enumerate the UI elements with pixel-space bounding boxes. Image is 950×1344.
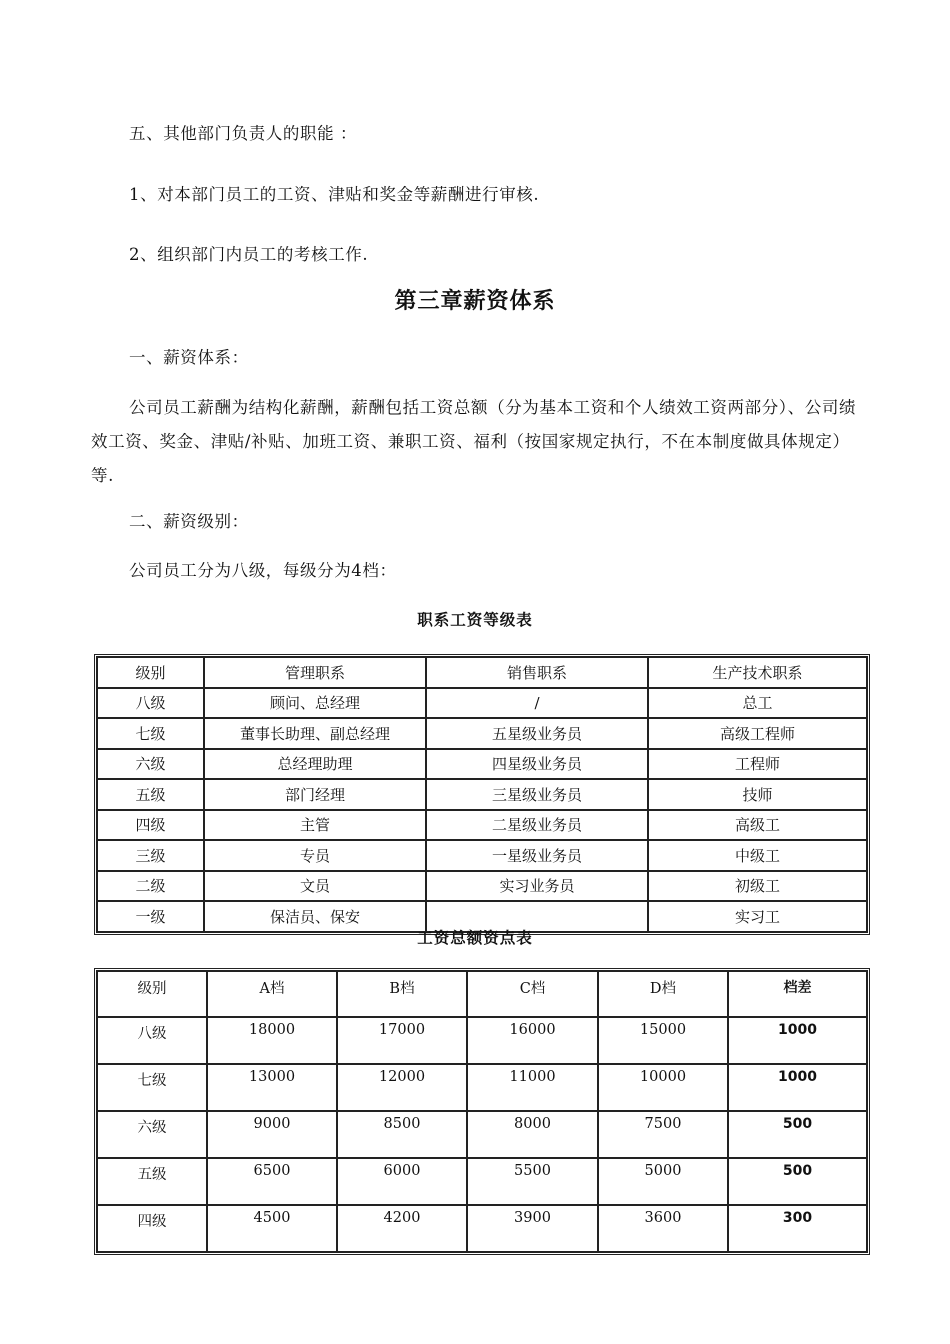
table-cell: 5500 <box>467 1158 598 1205</box>
table-cell: 8500 <box>337 1111 467 1158</box>
table-cell: 15000 <box>598 1017 728 1064</box>
table-cell: 一级 <box>97 901 204 932</box>
table-cell: 500 <box>728 1111 867 1158</box>
table-cell: 3900 <box>467 1205 598 1252</box>
table-header-row <box>97 971 867 1017</box>
table-cell: 5000 <box>598 1158 728 1205</box>
table-cell: 11000 <box>467 1064 598 1111</box>
table-cell: 初级工 <box>648 871 867 902</box>
table-cell: 500 <box>728 1158 867 1205</box>
table-cell: 工程师 <box>648 749 867 780</box>
table-row <box>97 688 867 719</box>
table-cell: 专员 <box>204 840 426 871</box>
table-row <box>97 1158 867 1205</box>
table-cell: 高级工 <box>648 810 867 841</box>
salary-system-paragraph: 公司员工薪酬为结构化薪酬，薪酬包括工资总额（分为基本工资和个人绩效工资两部分）、公司绩效工资、奖金、津贴/补贴、加班工资、兼职工资、福利（按国家规定执行，不在本制度做具体规定）等. <box>91 398 857 485</box>
table-cell: 总经理助理 <box>204 749 426 780</box>
table-cell: 实习业务员 <box>426 871 648 902</box>
table-cell: 八级 <box>97 688 204 719</box>
table-cell: 18000 <box>207 1017 337 1064</box>
table-cell: 4500 <box>207 1205 337 1252</box>
table-cell: 七级 <box>97 1064 207 1111</box>
table-cell: 五星级业务员 <box>426 718 648 749</box>
table-cell: 一星级业务员 <box>426 840 648 871</box>
section-heading-salary-system: 一、薪资体系： <box>129 348 249 367</box>
salary-level-paragraph: 公司员工分为八级，每级分为4档： <box>129 561 397 580</box>
table-row <box>97 1205 867 1252</box>
header-cell: 级别 <box>97 971 207 1017</box>
table-cell: 七级 <box>97 718 204 749</box>
table-cell: 9000 <box>207 1111 337 1158</box>
table-cell: 总工 <box>648 688 867 719</box>
table2-caption: 工资总额资点表 <box>417 929 533 947</box>
table-row <box>97 810 867 841</box>
table-cell: 12000 <box>337 1064 467 1111</box>
table-cell: 17000 <box>337 1017 467 1064</box>
table-cell: 300 <box>728 1205 867 1252</box>
table-cell: 三级 <box>97 840 204 871</box>
chapter-title: 第三章薪资体系 <box>394 289 556 314</box>
table-row <box>97 749 867 780</box>
header-cell: 销售职系 <box>426 657 648 688</box>
table-cell: 八级 <box>97 1017 207 1064</box>
table-cell: 技师 <box>648 779 867 810</box>
table-cell: 五级 <box>97 779 204 810</box>
table-row <box>97 718 867 749</box>
table-cell: 二级 <box>97 871 204 902</box>
table-cell: / <box>426 688 648 719</box>
table-cell: 实习工 <box>648 901 867 932</box>
table-cell: 6000 <box>337 1158 467 1205</box>
table-cell: 1000 <box>728 1064 867 1111</box>
header-cell: C档 <box>467 971 598 1017</box>
table-cell: 四级 <box>97 1205 207 1252</box>
table-cell: 3600 <box>598 1205 728 1252</box>
table-cell: 7500 <box>598 1111 728 1158</box>
table-cell: 8000 <box>467 1111 598 1158</box>
header-cell: 级别 <box>97 657 204 688</box>
table-cell: 二星级业务员 <box>426 810 648 841</box>
table-row <box>97 1017 867 1064</box>
table-cell: 部门经理 <box>204 779 426 810</box>
table-cell: 13000 <box>207 1064 337 1111</box>
table-cell: 1000 <box>728 1017 867 1064</box>
table-cell: 四星级业务员 <box>426 749 648 780</box>
table-cell: 文员 <box>204 871 426 902</box>
salary-points-table <box>94 968 870 1255</box>
header-cell: D档 <box>598 971 728 1017</box>
table-cell: 中级工 <box>648 840 867 871</box>
table-cell: 六级 <box>97 749 204 780</box>
header-cell: 生产技术职系 <box>648 657 867 688</box>
table-cell: 高级工程师 <box>648 718 867 749</box>
header-cell: A档 <box>207 971 337 1017</box>
table-header-row <box>97 657 867 688</box>
header-cell: 档差 <box>728 971 867 1017</box>
table-row <box>97 1064 867 1111</box>
table-cell: 四级 <box>97 810 204 841</box>
table-cell: 顾问、总经理 <box>204 688 426 719</box>
duty-item-1: 1、对本部门员工的工资、津贴和奖金等薪酬进行审核. <box>129 185 540 204</box>
table-cell: 6500 <box>207 1158 337 1205</box>
table-cell: 保洁员、保安 <box>204 901 426 932</box>
table-row <box>97 779 867 810</box>
table-cell: 10000 <box>598 1064 728 1111</box>
table-row <box>97 1111 867 1158</box>
job-grade-table <box>94 654 870 935</box>
section-heading-salary-level: 二、薪资级别： <box>129 512 249 531</box>
header-cell: 管理职系 <box>204 657 426 688</box>
table-row <box>97 840 867 871</box>
table-cell: 主管 <box>204 810 426 841</box>
table-cell: 六级 <box>97 1111 207 1158</box>
table-row <box>97 871 867 902</box>
table-cell: 董事长助理、副总经理 <box>204 718 426 749</box>
table1-caption: 职系工资等级表 <box>417 611 533 629</box>
table-cell: 三星级业务员 <box>426 779 648 810</box>
table-cell: 4200 <box>337 1205 467 1252</box>
table-cell: 五级 <box>97 1158 207 1205</box>
header-cell: B档 <box>337 971 467 1017</box>
section-heading-other-dept: 五、其他部门负责人的职能 ： <box>129 124 358 143</box>
table-cell: 16000 <box>467 1017 598 1064</box>
duty-item-2: 2、组织部门内员工的考核工作. <box>129 245 369 264</box>
